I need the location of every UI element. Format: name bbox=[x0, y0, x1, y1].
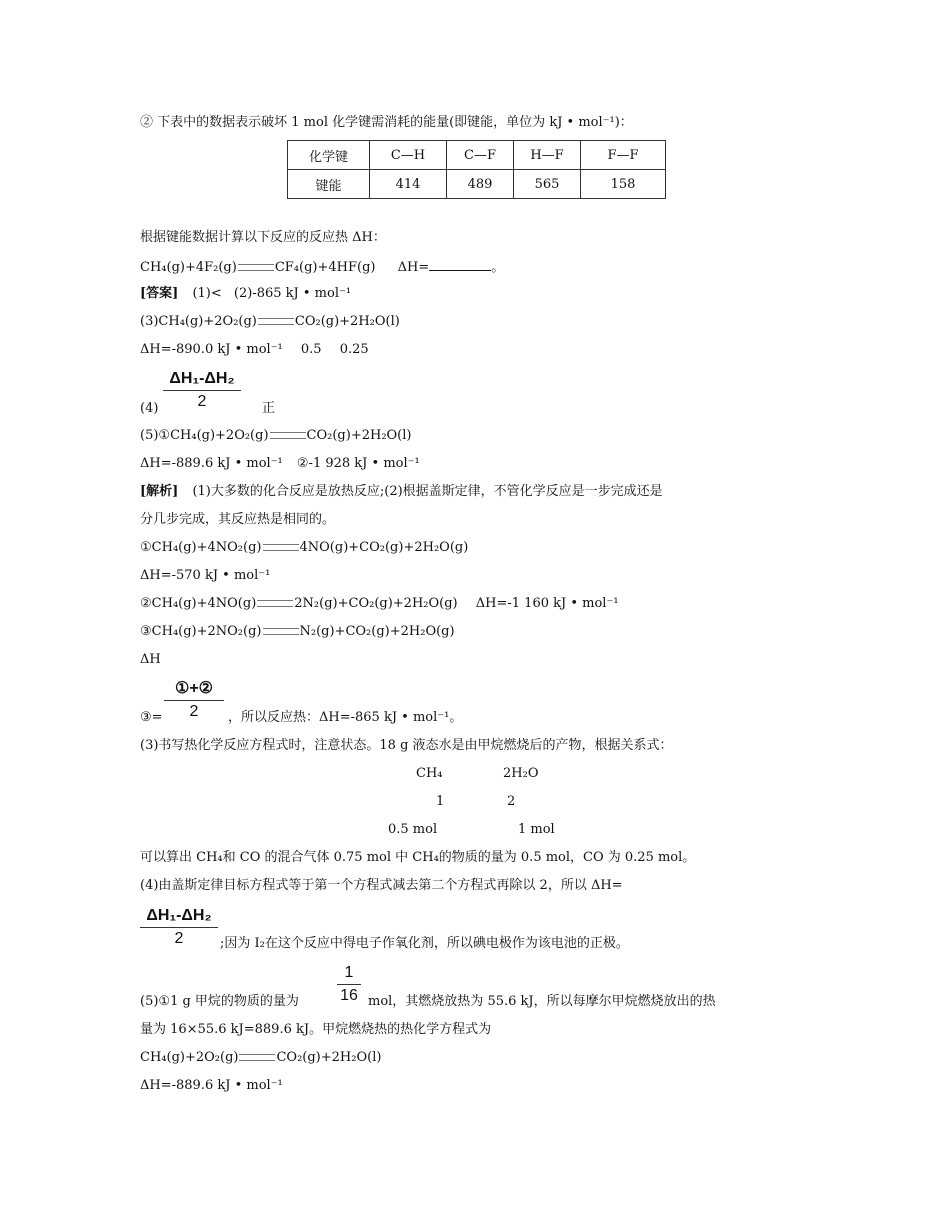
table-cell: 565 bbox=[514, 170, 581, 199]
fraction-denominator: 2 bbox=[189, 703, 199, 720]
fraction-numerator: ΔH₁-ΔH₂ bbox=[163, 368, 241, 391]
bond-energy-table bbox=[287, 140, 666, 199]
analysis-paragraph-3b: 可以算出 CH₄和 CO 的混合气体 0.75 mol 中 CH₄的物质的量为 0.5 mol，CO 为 0.25 mol。 bbox=[140, 850, 696, 865]
table-header-cell: C—H bbox=[370, 141, 447, 170]
relation-c: 1 bbox=[436, 794, 445, 809]
analysis-5-line-2: 量为 16×55.6 kJ=889.6 kJ。甲烷燃烧热的热化学方程式为 bbox=[140, 1022, 492, 1037]
equation-right: 4NO(g)+CO₂(g)+2H₂O(g) bbox=[299, 540, 469, 555]
analysis-paragraph-3: (3)书写热化学反应方程式时，注意状态。18 g 液态水是由甲烷燃烧后的产物，根据关系式： bbox=[140, 738, 673, 753]
reaction-1 bbox=[140, 539, 468, 557]
answer-line-1 bbox=[140, 285, 351, 303]
analysis-5-dh: ΔH=-889.6 kJ • mol⁻¹ bbox=[140, 1078, 283, 1093]
table-header-row bbox=[288, 141, 666, 170]
analysis-line-1 bbox=[140, 483, 663, 501]
table-header-cell: C—F bbox=[447, 141, 514, 170]
table-cell: 158 bbox=[581, 170, 666, 199]
fraction-numerator: ①+② bbox=[164, 678, 224, 701]
relation-b: 2H₂O bbox=[503, 766, 539, 781]
fraction-denominator: 16 bbox=[340, 987, 358, 1004]
table-header-cell: F—F bbox=[581, 141, 666, 170]
table-cell: 414 bbox=[370, 170, 447, 199]
answer-4-label: (4) bbox=[140, 401, 159, 416]
question-equation bbox=[140, 257, 504, 277]
equation-right: CF₄(g)+4HF(g) bbox=[274, 260, 376, 275]
answer-5-dh bbox=[140, 455, 420, 473]
relation-e: 0.5 mol bbox=[388, 822, 438, 837]
analysis-5-fraction bbox=[337, 962, 361, 1007]
question-prompt: 根据键能数据计算以下反应的反应热 ΔH： bbox=[140, 230, 386, 245]
period: 。 bbox=[491, 260, 505, 275]
answer-blank bbox=[429, 257, 491, 271]
equation-left: ①CH₄(g)+4NO₂(g) bbox=[140, 540, 262, 555]
equation-right: CO₂(g)+2H₂O(l) bbox=[294, 314, 400, 329]
equals-sign bbox=[263, 544, 299, 551]
reaction-3-dh: ΔH bbox=[140, 652, 161, 667]
table-row-label: 键能 bbox=[288, 170, 370, 199]
reaction-1-dh: ΔH=-570 kJ • mol⁻¹ bbox=[140, 568, 271, 583]
relation-f: 1 mol bbox=[518, 822, 555, 837]
answer-tag: [答案] bbox=[140, 286, 179, 301]
analysis-4-fraction bbox=[140, 905, 218, 950]
answer-4-result: 正 bbox=[262, 401, 276, 416]
fraction-numerator: ΔH₁-ΔH₂ bbox=[140, 905, 218, 928]
dh-value: ΔH=-889.6 kJ • mol⁻¹ bbox=[140, 456, 283, 471]
relation-d: 2 bbox=[507, 794, 516, 809]
equals-sign bbox=[238, 264, 274, 271]
value-a: 0.5 bbox=[300, 342, 322, 357]
dh-value: ΔH=-1 160 kJ • mol⁻¹ bbox=[475, 596, 619, 611]
answer-1: (1)< bbox=[192, 286, 222, 301]
equals-sign bbox=[258, 318, 294, 325]
answer-3-dh bbox=[140, 341, 369, 359]
intro-line: ② 下表中的数据表示破坏 1 mol 化学键需消耗的能量(即键能，单位为 kJ • mol⁻¹)： bbox=[140, 115, 633, 130]
equation-right: CO₂(g)+2H₂O(l) bbox=[276, 1050, 382, 1065]
equation-left: CH₄(g)+4F₂(g) bbox=[140, 260, 237, 275]
value-b: 0.25 bbox=[339, 342, 369, 357]
analysis-5-equation bbox=[140, 1049, 381, 1067]
equation-left: CH₄(g)+2O₂(g) bbox=[140, 1050, 239, 1065]
reaction-2 bbox=[140, 595, 619, 613]
analysis-tag: [解析] bbox=[140, 484, 179, 499]
answer-3-equation bbox=[140, 313, 400, 331]
answer-5-equation bbox=[140, 427, 411, 445]
equation-left: ③CH₄(g)+2NO₂(g) bbox=[140, 624, 262, 639]
equals-sign bbox=[239, 1054, 275, 1061]
analysis-4-after: ;因为 I₂在这个反应中得电子作氧化剂，所以碘电极作为该电池的正极。 bbox=[220, 936, 629, 951]
analysis-line-2: 分几步完成，其反应热是相同的。 bbox=[140, 512, 336, 527]
fraction-prefix: ③= bbox=[140, 710, 163, 725]
equals-sign bbox=[263, 628, 299, 635]
fraction-denominator: 2 bbox=[197, 393, 207, 410]
answer-4-fraction bbox=[163, 368, 241, 413]
analysis-5-after: mol，其燃烧放热为 55.6 kJ，所以每摩尔甲烷燃烧放出的热 bbox=[368, 994, 716, 1009]
analysis-fraction bbox=[164, 678, 224, 723]
equals-sign bbox=[270, 432, 306, 439]
table-cell: 489 bbox=[447, 170, 514, 199]
fraction-numerator: 1 bbox=[337, 962, 361, 985]
relation-a: CH₄ bbox=[416, 766, 443, 781]
answer-2: (2)-865 kJ • mol⁻¹ bbox=[233, 286, 352, 301]
dh-value: ΔH=-890.0 kJ • mol⁻¹ bbox=[140, 342, 283, 357]
table-header-cell: H—F bbox=[514, 141, 581, 170]
equation-left: ②CH₄(g)+4NO(g) bbox=[140, 596, 257, 611]
equation-left: (3)CH₄(g)+2O₂(g) bbox=[140, 314, 257, 329]
analysis-text: (1)大多数的化合反应是放热反应;(2)根据盖斯定律，不管化学反应是一步完成还是 bbox=[192, 484, 663, 499]
table-header-cell: 化学键 bbox=[288, 141, 370, 170]
equation-right: 2N₂(g)+CO₂(g)+2H₂O(g) bbox=[294, 596, 458, 611]
fraction-denominator: 2 bbox=[174, 930, 184, 947]
analysis-5-prefix: (5)①1 g 甲烷的物质的量为 bbox=[140, 994, 299, 1009]
fraction-after: ，所以反应热：ΔH=-865 kJ • mol⁻¹。 bbox=[228, 710, 463, 725]
dh-value-b: ②-1 928 kJ • mol⁻¹ bbox=[296, 456, 420, 471]
equation-right: CO₂(g)+2H₂O(l) bbox=[306, 428, 412, 443]
dh-label: ΔH= bbox=[397, 260, 430, 275]
equation-right: N₂(g)+CO₂(g)+2H₂O(g) bbox=[299, 624, 455, 639]
reaction-3 bbox=[140, 623, 455, 641]
equals-sign bbox=[257, 600, 293, 607]
analysis-paragraph-4: (4)由盖斯定律目标方程式等于第一个方程式减去第二个方程式再除以 2，所以 ΔH= bbox=[140, 878, 623, 893]
equation-left: (5)①CH₄(g)+2O₂(g) bbox=[140, 428, 269, 443]
table-row bbox=[288, 170, 666, 199]
